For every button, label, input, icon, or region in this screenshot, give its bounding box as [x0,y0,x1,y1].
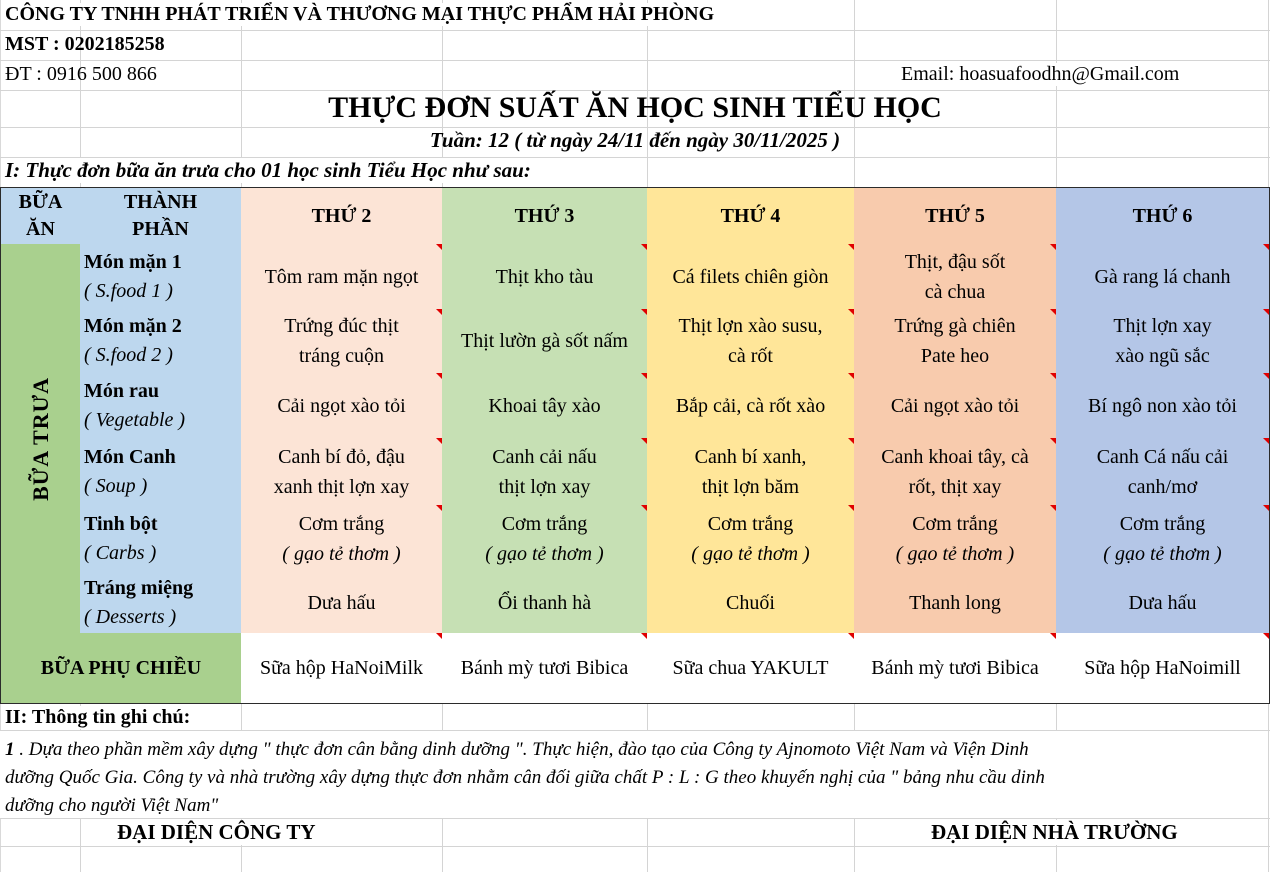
menu-cell: Cải ngọt xào tỏi [241,373,443,439]
section-1-title: I: Thực đơn bữa ăn trưa cho 01 học sinh Tiểu Học như sau: [5,158,535,183]
col-header-thu: THỨ 5 [854,187,1057,245]
menu-cell: Bắp cải, cà rốt xào [647,373,855,439]
menu-cell: Thịt, đậu sốt cà chua [854,244,1057,310]
menu-cell: Canh Cá nấu cải canh/mơ [1056,438,1270,506]
phone: ĐT : 0916 500 866 [5,63,157,85]
notes-body: 1 . Dựa theo phần mềm xây dựng " thực đơn cân bằng dinh dưỡng ". Thực hiện, đào tạo của Công ty Ajnomoto Việt Nam và Viện Dinh dưỡng Quốc Gia. Công ty và nhà trường xây dựng thực đơn nhằm cân đối giữa chất P : L : G theo khuyến nghị của " bảng nhu cầu dinh dưỡng cho người Việt Nam" [0,731,1268,818]
menu-cell: Canh khoai tây, cà rốt, thịt xay [854,438,1057,506]
row-label-main-2: Món mặn 2 ( S.food 2 ) [80,309,242,374]
menu-cell: Bí ngô non xào tỏi [1056,373,1270,439]
menu-cell: Ổi thanh hà [442,573,648,634]
snack-cell: Bánh mỳ tươi Bibica [442,633,648,704]
company-name: CÔNG TY TNHH PHÁT TRIỂN VÀ THƯƠNG MẠI THỰC PHẨM HẢI PHÒNG [5,3,718,26]
menu-cell: Thanh long [854,573,1057,634]
afternoon-label: BỮA PHỤ CHIỀU [0,633,242,704]
menu-cell: Trứng gà chiên Pate heo [854,309,1057,374]
snack-cell: Bánh mỳ tươi Bibica [854,633,1057,704]
menu-cell: Canh bí xanh, thịt lợn băm [647,438,855,506]
menu-cell: Cơm trắng ( gạo tẻ thơm ) [1056,505,1270,574]
menu-cell: Thịt lợn xào susu, cà rốt [647,309,855,374]
week-range: Tuần: 12 ( từ ngày 24/11 đến ngày 30/11/2025 ) [429,128,841,152]
row-label-dessert: Tráng miệng ( Desserts ) [80,573,242,634]
row-label-vegetable: Món rau ( Vegetable ) [80,373,242,439]
menu-cell: Cơm trắng ( gạo tẻ thơm ) [442,505,648,574]
menu-cell: Trứng đúc thịt tráng cuộn [241,309,443,374]
page-title: THỰC ĐƠN SUẤT ĂN HỌC SINH TIỂU HỌC [328,91,942,124]
notes-title: II: Thông tin ghi chú: [5,706,194,729]
menu-cell: Khoai tây xào [442,373,648,439]
email: Email: hoasuafoodhn@Gmail.com [901,63,1180,85]
col-header-meal: BỮA ĂN [0,187,81,245]
menu-cell: Canh cải nấu thịt lợn xay [442,438,648,506]
col-header-tue: THỨ 3 [442,187,648,245]
menu-cell: Tôm ram mặn ngọt [241,244,443,310]
menu-cell: Thịt lườn gà sốt nấm [442,309,648,374]
menu-cell: Cơm trắng ( gạo tẻ thơm ) [854,505,1057,574]
menu-cell: Canh bí đỏ, đậu xanh thịt lợn xay [241,438,443,506]
row-label-main-1: Món mặn 1 ( S.food 1 ) [80,244,242,310]
row-label-carbs: Tinh bột ( Carbs ) [80,505,242,574]
menu-cell: Thịt lợn xay xào ngũ sắc [1056,309,1270,374]
row-label-soup: Món Canh ( Soup ) [80,438,242,506]
menu-cell: Cải ngọt xào tỏi [854,373,1057,439]
tax-code: MST : 0202185258 [5,33,165,55]
snack-cell: Sữa hộp HaNoimill [1056,633,1270,704]
menu-cell: Chuối [647,573,855,634]
menu-cell: Dưa hấu [1056,573,1270,634]
col-header-fri: THỨ 6 [1056,187,1270,245]
menu-cell: Cá filets chiên giòn [647,244,855,310]
company-representative: ĐẠI DIỆN CÔNG TY [117,820,316,844]
col-header-wed: THỨ 4 [647,187,855,245]
menu-cell: Thịt kho tàu [442,244,648,310]
col-header-mon: THỨ 2 [241,187,443,245]
menu-cell: Gà rang lá chanh [1056,244,1270,310]
menu-cell: Dưa hấu [241,573,443,634]
col-header-component: THÀNH PHẦN [80,187,242,245]
menu-cell: Cơm trắng ( gạo tẻ thơm ) [647,505,855,574]
snack-cell: Sữa chua YAKULT [647,633,855,704]
menu-cell: Cơm trắng ( gạo tẻ thơm ) [241,505,443,574]
snack-cell: Sữa hộp HaNoiMilk [241,633,443,704]
lunch-label: BỮA TRƯA [0,244,81,634]
school-representative: ĐẠI DIỆN NHÀ TRƯỜNG [931,820,1178,844]
